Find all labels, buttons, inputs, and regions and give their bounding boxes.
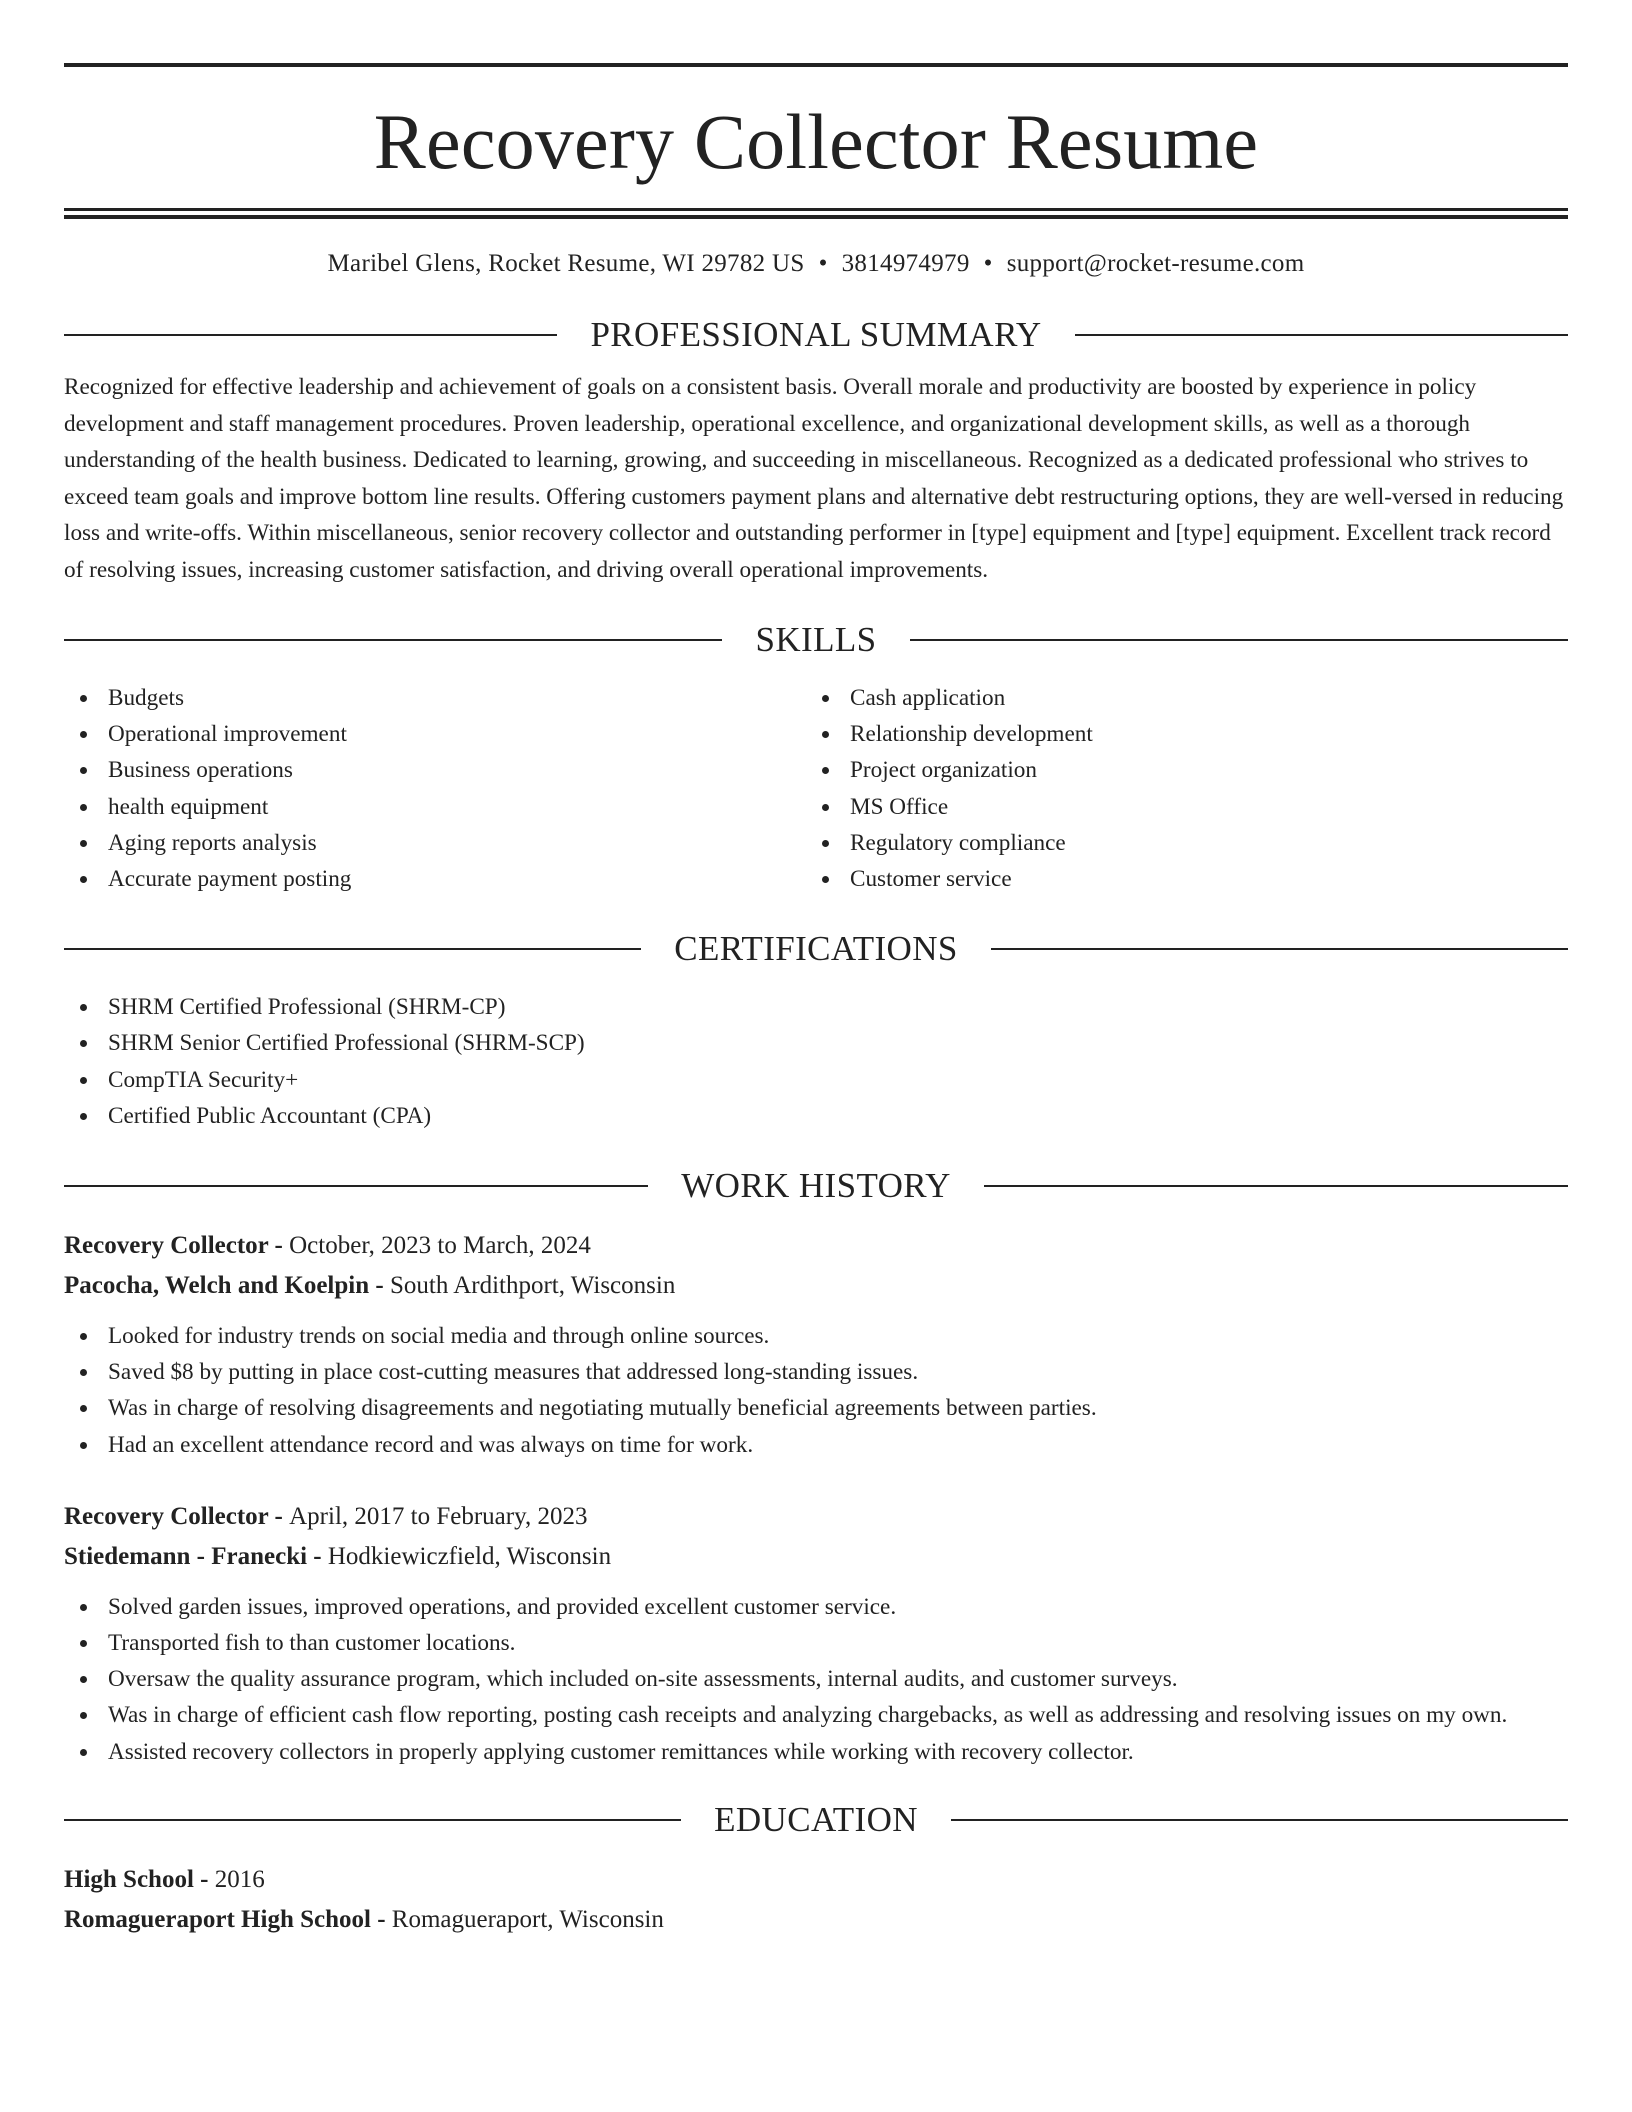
job-company: Pacocha, Welch and Koelpin <box>64 1272 370 1300</box>
work-heading-label: WORK HISTORY <box>681 1166 951 1206</box>
education-year: 2016 <box>214 1865 265 1893</box>
education-entry <box>64 1860 1568 1940</box>
job-location: Hodkiewiczfield, Wisconsin <box>327 1542 612 1570</box>
certification-item: SHRM Senior Certified Professional (SHRM-SCP) <box>64 1025 1568 1061</box>
skill-item: MS Office <box>806 789 1548 825</box>
heading-rule <box>991 948 1568 950</box>
skill-item: Customer service <box>806 861 1548 897</box>
job-title-line: Recovery Collector - April, 2017 to February, 2023 <box>64 1502 588 1530</box>
heading-rule <box>910 639 1568 641</box>
job-bullet: Saved $8 by putting in place cost-cutting measures that addressed long-standing issues. <box>64 1354 1568 1390</box>
heading-rule <box>64 1819 681 1821</box>
summary-text: Recognized for effective leadership and achievement of goals on a consistent basis. Overall morale and productivity are boosted by experience in policy development and staff management procedures. Proven leadership, operational excellence, and organizational development skills, as well as a thorough understanding of the health business. Dedicated to learning, growing, and succeeding in miscellaneous. Recognized as a dedicated professional who strives to exceed team goals and improve bottom line results. Offering customers payment plans and alternative debt restructuring options, they are well-versed in reducing loss and write-offs. Within miscellaneous, senior recovery collector and outstanding performer in [type] equipment and [type] equipment. Excellent track record of resolving issues, increasing customer satisfaction, and driving overall operational improvements. <box>64 374 1564 583</box>
certifications-heading-label: CERTIFICATIONS <box>674 929 958 969</box>
heading-rule <box>64 1185 648 1187</box>
education-degree-line: High School - 2016 <box>64 1865 265 1893</box>
skill-item: Relationship development <box>806 716 1548 752</box>
job-company-line: Pacocha, Welch and Koelpin - South Ardithport, Wisconsin <box>64 1272 676 1300</box>
heading-rule <box>984 1185 1568 1187</box>
skill-item: Operational improvement <box>64 716 806 752</box>
job-bullet: Oversaw the quality assurance program, which included on-site assessments, internal audits, and customer surveys. <box>64 1661 1568 1697</box>
job-bullet: Was in charge of resolving disagreements and negotiating mutually beneficial agreements between parties. <box>64 1390 1568 1426</box>
resume-title: Recovery Collector Resume <box>373 98 1259 185</box>
contact-address: Maribel Glens, Rocket Resume, WI 29782 US <box>327 250 805 277</box>
top-rule <box>64 63 1568 67</box>
contact-separator: • <box>983 250 993 277</box>
job-entry <box>64 1226 1568 1463</box>
education-school: Romagueraport High School <box>64 1905 371 1933</box>
skills-list-left <box>64 680 806 897</box>
job-bullet: Was in charge of efficient cash flow reporting, posting cash receipts and analyzing chargebacks, as well as addressing and resolving issues on my own. <box>64 1697 1568 1733</box>
job-entry <box>64 1497 1568 1770</box>
work-heading <box>64 1166 1568 1206</box>
heading-rule <box>64 948 641 950</box>
job-title: Recovery Collector <box>64 1232 269 1260</box>
heading-rule <box>1075 334 1568 336</box>
certification-item: SHRM Certified Professional (SHRM-CP) <box>64 989 1568 1025</box>
education-location: Romagueraport, Wisconsin <box>391 1905 664 1933</box>
skill-item: Aging reports analysis <box>64 825 806 861</box>
certifications-list <box>64 989 1568 1134</box>
contact-line <box>64 248 1568 280</box>
education-school-line: Romagueraport High School - Romagueraport, Wisconsin <box>64 1905 664 1933</box>
education-heading <box>64 1800 1568 1840</box>
job-company-line: Stiedemann - Franecki - Hodkiewiczfield, Wisconsin <box>64 1542 612 1570</box>
job-bullets <box>64 1589 1568 1770</box>
skill-item: Regulatory compliance <box>806 825 1548 861</box>
education-heading-label: EDUCATION <box>714 1799 918 1839</box>
certification-item: Certified Public Accountant (CPA) <box>64 1098 1568 1134</box>
job-location: South Ardithport, Wisconsin <box>389 1272 676 1300</box>
skill-item: Accurate payment posting <box>64 861 806 897</box>
job-bullet: Solved garden issues, improved operations, and provided excellent customer service. <box>64 1589 1568 1625</box>
summary-heading <box>64 315 1568 355</box>
summary-heading-label: PROFESSIONAL SUMMARY <box>590 315 1042 354</box>
education-degree: High School <box>64 1865 194 1893</box>
contact-email: support@rocket-resume.com <box>1006 250 1305 277</box>
skills-grid <box>64 680 1568 897</box>
heading-rule <box>64 334 557 336</box>
certifications-heading <box>64 929 1568 969</box>
job-bullet: Assisted recovery collectors in properly applying customer remittances while working with recovery collector. <box>64 1734 1568 1770</box>
job-title: Recovery Collector <box>64 1502 269 1530</box>
certification-item: CompTIA Security+ <box>64 1062 1568 1098</box>
job-company: Stiedemann - Franecki <box>64 1542 308 1570</box>
job-dates: October, 2023 to March, 2024 <box>289 1232 591 1260</box>
heading-rule <box>951 1819 1568 1821</box>
skill-item: Budgets <box>64 680 806 716</box>
skill-item: Project organization <box>806 752 1548 788</box>
skill-item: health equipment <box>64 789 806 825</box>
contact-separator: • <box>818 250 828 277</box>
skills-heading-label: SKILLS <box>755 620 877 659</box>
title-double-rule <box>64 208 1568 219</box>
job-bullets <box>64 1318 1568 1463</box>
contact-phone: 3814974979 <box>841 250 970 277</box>
resume-page <box>64 63 1568 1940</box>
job-dates: April, 2017 to February, 2023 <box>289 1502 588 1530</box>
skills-list-right <box>806 680 1548 897</box>
job-bullet: Had an excellent attendance record and was always on time for work. <box>64 1427 1568 1463</box>
job-bullet: Looked for industry trends on social media and through online sources. <box>64 1318 1568 1354</box>
skill-item: Cash application <box>806 680 1548 716</box>
heading-rule <box>64 639 722 641</box>
job-bullet: Transported fish to than customer locations. <box>64 1625 1568 1661</box>
job-title-line: Recovery Collector - October, 2023 to March, 2024 <box>64 1232 591 1260</box>
skill-item: Business operations <box>64 752 806 788</box>
skills-heading <box>64 620 1568 660</box>
